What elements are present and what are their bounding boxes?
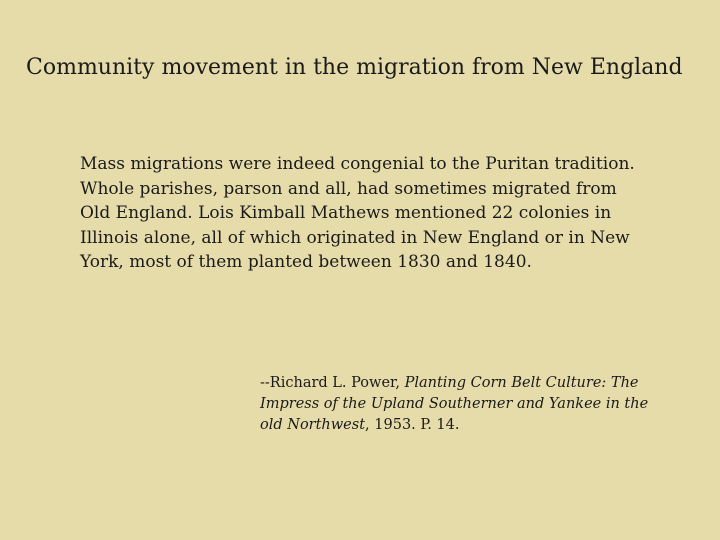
citation (260, 373, 660, 436)
slide-title: Community movement in the migration from New England (26, 55, 683, 80)
quote-text: Mass migrations were indeed congenial to the Puritan tradition. Whole parishes, parson and all, had sometimes migrated from Old England. Lois Kimball Mathews mentioned 22 colonies in Illinois alone, all of which originated in New England or in New York, most of them planted between 1830 and 1840. (80, 154, 635, 272)
citation-details: , 1953. P. 14. (365, 417, 460, 433)
citation-author: --Richard L. Power, (260, 375, 405, 391)
citation-book-title: Planting Corn Belt Culture: The Impress of the Upland Southerner and Yankee in the old Northwest (260, 375, 649, 433)
